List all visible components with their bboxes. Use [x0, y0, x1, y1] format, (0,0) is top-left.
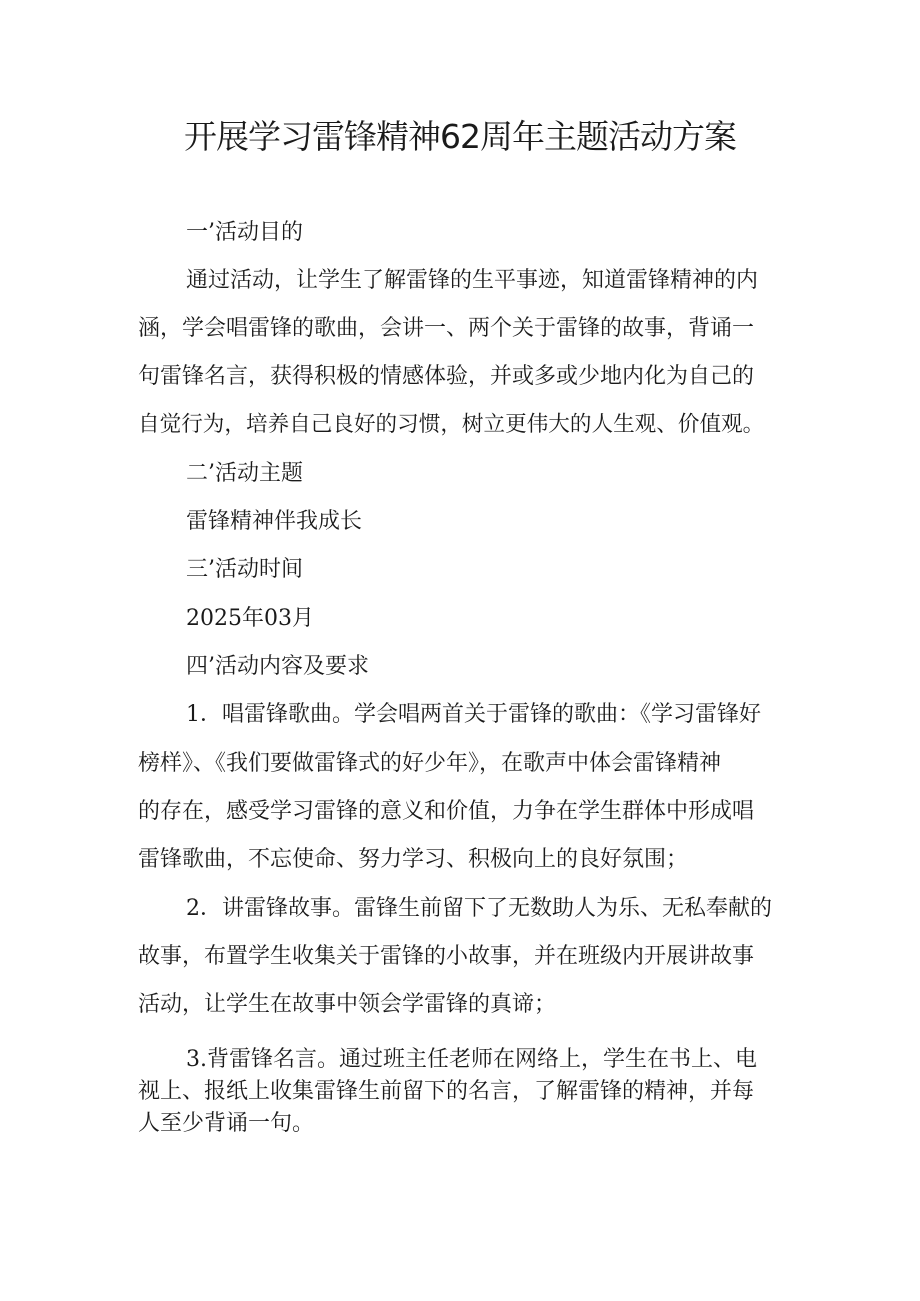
paragraph-line: 的存在，感受学习雷锋的意义和价值，力争在学生群体中形成唱: [138, 799, 755, 824]
paragraph-line: 视上、报纸上收集雷锋生前留下的名言，了解雷锋的精神，并每: [138, 1079, 755, 1104]
paragraph-line: 通过活动，让学生了解雷锋的生平事迹，知道雷锋精神的内: [186, 268, 759, 293]
paragraph-line: 涵，学会唱雷锋的歌曲，会讲一、两个关于雷锋的故事，背诵一: [138, 316, 755, 341]
document-title: 开展学习雷锋精神62周年主题活动方案: [184, 117, 736, 156]
paragraph-line: 活动，让学生在故事中领会学雷锋的真谛；: [138, 992, 557, 1017]
heading-activity-goal: 一’活动目的: [186, 220, 303, 245]
theme-text: 雷锋精神伴我成长: [186, 509, 363, 534]
paragraph-line: 句雷锋名言，获得积极的情感体验，并或多或少地内化为自己的: [138, 364, 755, 389]
paragraph-line: 人至少背诵一句。: [138, 1111, 315, 1136]
paragraph-line: 榜样》、《我们要做雷锋式的好少年》，在歌声中体会雷锋精神: [138, 751, 722, 776]
paragraph-line: 3.背雷锋名言。通过班主任老师在网络上，学生在书上、电: [186, 1047, 757, 1072]
paragraph-line: 故事，布置学生收集关于雷锋的小故事，并在班级内开展讲故事: [138, 944, 755, 969]
paragraph-line: 2．讲雷锋故事。雷锋生前留下了无数助人为乐、无私奉献的: [186, 896, 772, 921]
heading-activity-content: 四’活动内容及要求: [186, 654, 369, 679]
paragraph-line: 自觉行为，培养自己良好的习惯，树立更伟大的人生观、价值观。: [138, 412, 765, 437]
time-text: 2025年03月: [186, 606, 314, 631]
heading-activity-theme: 二’活动主题: [186, 461, 303, 486]
heading-activity-time: 三’活动时间: [186, 557, 303, 582]
paragraph-line: 雷锋歌曲，不忘使命、努力学习、积极向上的良好氛围；: [138, 847, 689, 872]
paragraph-line: 1．唱雷锋歌曲。学会唱两首关于雷锋的歌曲：《学习雷锋好: [186, 702, 761, 727]
